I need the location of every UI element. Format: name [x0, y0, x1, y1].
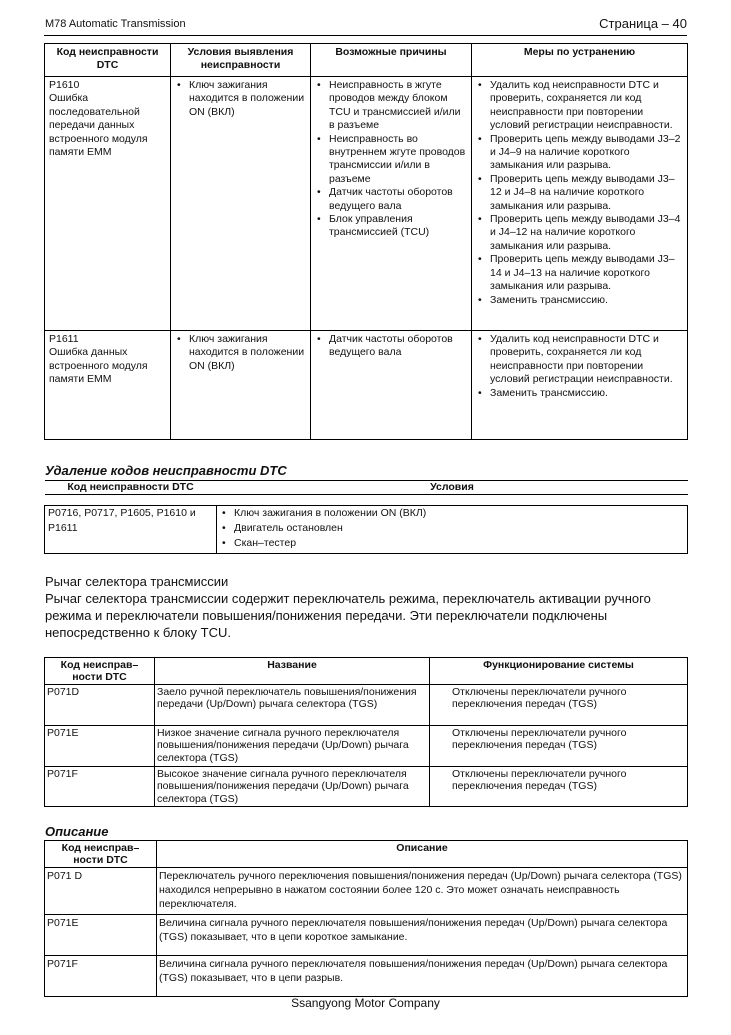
table-row — [45, 331, 688, 440]
table-header-row — [45, 44, 688, 77]
measures-cell — [472, 331, 688, 440]
selector-dtc-table — [44, 657, 688, 807]
conditions-cell — [217, 506, 688, 554]
dtc-description: Переключатель ручного переключения повышения/понижения передач (Up/Down) рычага селектора (TGS) находился непрерывно в нажатом состоянии более 120 с. Это может означать неисправность переключателя. — [157, 868, 688, 915]
table-row — [45, 726, 688, 767]
dtc-code: P1611 — [49, 333, 79, 345]
table-header-row — [45, 658, 688, 685]
dtc-code: P071D — [45, 685, 155, 726]
codes-cell: P0716, P0717, P1605, P1610 и P1611 — [45, 506, 217, 554]
list-item: • Ключ зажигания находится в положении ON (ВКЛ) — [189, 333, 306, 373]
table-row — [45, 77, 688, 331]
description-table — [44, 840, 688, 997]
dtc-name: Заело ручной переключатель повышения/понижения передачи (Up/Down) рычага селектора (TGS) — [155, 685, 430, 726]
conditions-cell — [171, 331, 311, 440]
document-title: M78 Automatic Transmission — [45, 18, 186, 30]
list-item: • Удалить код неисправности DTC и проверить, сохраняется ли код неисправности при повторении условий регистрации неисправности. — [490, 79, 683, 133]
table-header-row — [45, 481, 688, 495]
causes-cell — [311, 331, 472, 440]
list-item: • Проверить цепь между выводами J3–12 и J4–8 на наличие короткого замыкания или разрыва. — [490, 173, 683, 213]
column-header: Условия выявления неисправности — [171, 44, 311, 77]
column-header: Название — [155, 658, 430, 685]
dtc-code: P071E — [45, 915, 157, 956]
header-divider — [44, 35, 687, 36]
list-item: • Проверить цепь между выводами J3–2 и J4–9 на наличие короткого замыкания или разрыва. — [490, 133, 683, 173]
list-item: • Неисправность во внутреннем жгуте проводов трансмиссии и/или в разъеме — [329, 133, 467, 187]
table-row — [45, 506, 688, 554]
table-row — [45, 767, 688, 807]
list-item: • Проверить цепь между выводами J3–4 и J4–12 на наличие короткого замыкания или разрыва. — [490, 213, 683, 253]
table-row — [45, 956, 688, 997]
column-header: Код неисправности DTC — [45, 481, 217, 495]
system-function: Отключены переключатели ручного переключения передач (TGS) — [430, 767, 688, 807]
dtc-description: Величина сигнала ручного переключателя повышения/понижения передач (Up/Down) рычага селектора (TGS) показывает, что в цепи короткое замыкание. — [157, 915, 688, 956]
list-item: • Датчик частоты оборотов ведущего вала — [329, 333, 467, 360]
section-title-delete-dtc: Удаление кодов неисправности DTC — [45, 463, 287, 478]
table-row — [45, 915, 688, 956]
list-item: • Скан–тестер — [234, 536, 684, 551]
list-item: • Заменить трансмиссию. — [490, 387, 683, 400]
dtc-code: P071F — [45, 956, 157, 997]
table-header-row — [45, 841, 688, 868]
dtc-code: P071 D — [45, 868, 157, 915]
column-header: Условия — [217, 481, 688, 495]
measures-cell — [472, 77, 688, 331]
list-item: • Блок управления трансмиссией (TCU) — [329, 213, 467, 240]
selector-title: Рычаг селектора трансмиссии — [45, 574, 229, 589]
page-number: Страница – 40 — [599, 16, 687, 31]
table-row — [45, 868, 688, 915]
column-header: Описание — [157, 841, 688, 868]
column-header: Код неисправ–ности DTC — [45, 658, 155, 685]
dtc-name: Высокое значение сигнала ручного переключателя повышения/понижения передачи (Up/Down) рычага селектора (TGS) — [155, 767, 430, 807]
footer-company: Ssangyong Motor Company — [291, 996, 440, 1010]
dtc-code: P071E — [45, 726, 155, 767]
dtc-description: Величина сигнала ручного переключателя повышения/понижения передач (Up/Down) рычага селектора (TGS) показывает, что в цепи разрыв. — [157, 956, 688, 997]
column-header: Меры по устранению — [472, 44, 688, 77]
conditions-cell — [171, 77, 311, 331]
column-header: Функционирование системы — [430, 658, 688, 685]
system-function: Отключены переключатели ручного переключения передач (TGS) — [430, 685, 688, 726]
column-header: Код неисправности DTC — [45, 44, 171, 77]
list-item: • Двигатель остановлен — [234, 521, 684, 536]
table-row — [45, 685, 688, 726]
list-item: • Ключ зажигания в положении ON (ВКЛ) — [234, 506, 684, 521]
section-title-description: Описание — [45, 824, 109, 839]
dtc-table — [44, 43, 688, 440]
selector-description: Рычаг селектора трансмиссии содержит переключатель режима, переключатель активации ручного режима и переключатели повышения/понижения передачи. Эти переключатели подключены непосредственно к блоку TCU. — [45, 591, 651, 640]
list-item: • Заменить трансмиссию. — [490, 294, 683, 307]
dtc-description: Ошибка последовательной передачи данных встроенного модуля памяти EMM — [49, 92, 148, 159]
dtc-description: Ошибка данных встроенного модуля памяти EMM — [49, 346, 148, 386]
list-item: • Удалить код неисправности DTC и проверить, сохраняется ли код неисправности при повторении условий регистрации неисправности. — [490, 333, 683, 387]
column-header: Код неисправ–ности DTC — [45, 841, 157, 868]
list-item: • Датчик частоты оборотов ведущего вала — [329, 186, 467, 213]
column-header: Возможные причины — [311, 44, 472, 77]
system-function: Отключены переключатели ручного переключения передач (TGS) — [430, 726, 688, 767]
list-item: • Проверить цепь между выводами J3–14 и J4–13 на наличие короткого замыкания или разрыва. — [490, 253, 683, 293]
dtc-cell — [45, 331, 171, 440]
list-item: • Ключ зажигания находится в положении ON (ВКЛ) — [189, 79, 306, 119]
delete-dtc-table — [44, 480, 688, 554]
list-item: • Неисправность в жгуте проводов между блоком TCU и трансмиссией и/или в разъеме — [329, 79, 467, 133]
dtc-code: P1610 — [49, 79, 80, 91]
dtc-name: Низкое значение сигнала ручного переключателя повышения/понижения передачи (Up/Down) рычага селектора (TGS) — [155, 726, 430, 767]
dtc-code: P071F — [45, 767, 155, 807]
causes-cell — [311, 77, 472, 331]
dtc-cell — [45, 77, 171, 331]
